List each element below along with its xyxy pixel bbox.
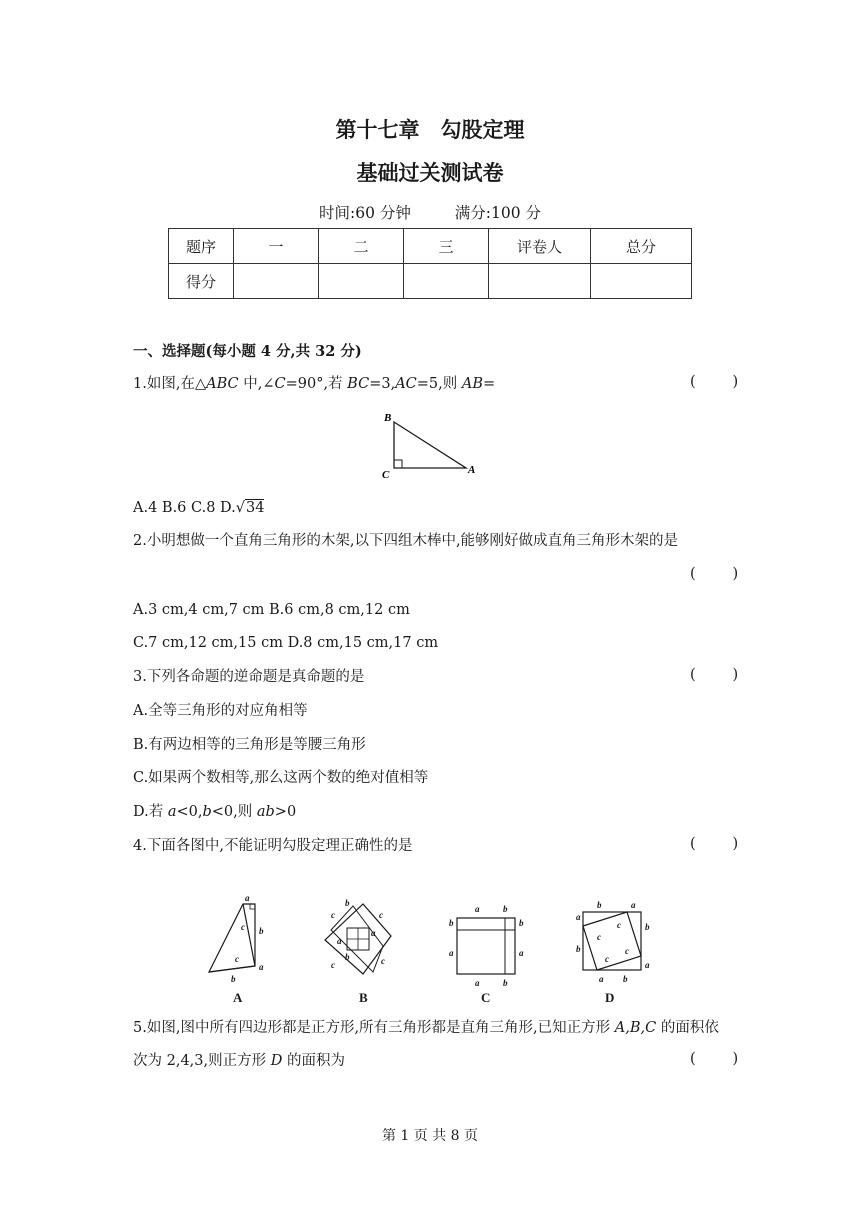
question-4: 4.下面各图中,不能证明勾股定理正确性的是	[133, 838, 413, 854]
q3-d-var: ab	[256, 804, 275, 820]
score-header-cell: 三	[404, 229, 489, 264]
q3-d-var: b	[202, 804, 212, 820]
label-b: b	[503, 904, 508, 914]
label-a: a	[576, 912, 581, 922]
q5-text: 次为 2,4,3,则正方形	[133, 1053, 271, 1069]
q3-d-text: <0,	[176, 804, 203, 820]
score-cell-2[interactable]	[319, 264, 404, 299]
question-1	[133, 374, 495, 394]
q5-text: 的面积为	[282, 1053, 345, 1069]
score-header-cell: 评卷人	[489, 229, 591, 264]
sqrt-icon: √	[235, 500, 246, 516]
label-a: a	[245, 893, 250, 903]
vertex-label-a: A	[468, 464, 476, 476]
exam-meta	[0, 201, 860, 223]
label-b: b	[345, 898, 350, 908]
label-c: c	[379, 910, 383, 920]
q1-text: =90°,若	[285, 376, 348, 392]
label-c: c	[597, 932, 601, 942]
answer-blank-q5[interactable]: ( )	[690, 1051, 739, 1067]
score-table	[168, 228, 692, 299]
label-b: b	[231, 974, 236, 984]
q5-text: 5.如图,图中所有四边形都是正方形,所有三角形都是直角三角形,已知正方形	[133, 1020, 615, 1036]
label-c: c	[241, 922, 245, 932]
section-heading-choice: 一、选择题(每小题 4 分,共 32 分)	[133, 343, 362, 360]
figure-a	[209, 893, 264, 1005]
label-a: a	[475, 904, 480, 914]
q1-text: =5,则	[416, 376, 462, 392]
label-a: a	[371, 928, 376, 938]
label-b: b	[503, 978, 508, 988]
answer-blank-q2[interactable]: ( )	[690, 566, 739, 582]
figure-d	[576, 900, 650, 1005]
caption-b: B	[359, 990, 368, 1005]
score-cell-3[interactable]	[404, 264, 489, 299]
q1-text: 1.如图,在△	[133, 376, 207, 392]
label-a: a	[519, 948, 524, 958]
caption-a: A	[233, 990, 243, 1005]
score-header-cell: 题序	[169, 229, 234, 264]
answer-blank-q4[interactable]: ( )	[690, 836, 739, 852]
q1-options-text: A.4 B.6 C.8 D.	[133, 500, 236, 516]
question-3: 3.下列各命题的逆命题是真命题的是	[133, 669, 365, 685]
label-c: c	[617, 920, 621, 930]
score-header-cell: 总分	[591, 229, 692, 264]
label-b: b	[259, 926, 264, 936]
q1-var: ABC	[206, 376, 239, 392]
label-b: b	[345, 952, 350, 962]
score-row-label: 得分	[169, 264, 234, 299]
q3-d-text: >0	[274, 804, 297, 820]
triangle-abc	[394, 422, 466, 468]
q1-right-triangle-figure	[380, 410, 480, 482]
q5-var: A,B,C	[614, 1020, 657, 1036]
page-footer: 第 1 页 共 8 页	[381, 1128, 479, 1144]
label-a: a	[645, 960, 650, 970]
label-a: a	[337, 936, 342, 946]
q1-text: 中,∠	[238, 376, 275, 392]
vertex-label-b: B	[384, 412, 392, 424]
q3-d-text: D.若	[133, 804, 168, 820]
label-b: b	[576, 944, 581, 954]
figure-c	[449, 904, 524, 1005]
score-table-score-row	[169, 264, 692, 299]
score-cell-grader[interactable]	[489, 264, 591, 299]
caption-d: D	[605, 990, 615, 1005]
q5-text: 的面积依	[656, 1020, 719, 1036]
label-a: a	[449, 948, 454, 958]
q1-options	[133, 498, 264, 518]
answer-blank-q1[interactable]: ( )	[690, 374, 739, 390]
test-subtitle: 基础过关测试卷	[356, 160, 504, 185]
label-a: a	[631, 900, 636, 910]
label-c: c	[331, 910, 335, 920]
question-2: 2.小明想做一个直角三角形的木架,以下四组木棒中,能够刚好做成直角三角形木架的是	[133, 533, 679, 549]
label-b: b	[597, 900, 602, 910]
label-c: c	[331, 960, 335, 970]
label-a: a	[475, 978, 480, 988]
label-c: c	[625, 946, 629, 956]
sqrt-value: 34	[246, 500, 265, 516]
label-b: b	[519, 918, 524, 928]
question-5-line2	[133, 1051, 345, 1071]
question-5-line1	[133, 1018, 719, 1038]
q4-proof-figures	[195, 890, 665, 1010]
q2-options-line2: C.7 cm,12 cm,15 cm D.8 cm,15 cm,17 cm	[133, 635, 439, 651]
q1-var: C	[274, 376, 286, 392]
q3-option-b: B.有两边相等的三角形是等腰三角形	[133, 737, 366, 753]
label-b: b	[449, 918, 454, 928]
q1-text: =3,	[369, 376, 396, 392]
q1-var: BC	[347, 376, 370, 392]
figure-b	[325, 898, 391, 1005]
q3-d-var: a	[167, 804, 177, 820]
q1-text: =	[483, 376, 496, 392]
q3-option-a: A.全等三角形的对应角相等	[133, 703, 308, 719]
q3-d-text: <0,则	[211, 804, 257, 820]
chapter-title: 第十七章 勾股定理	[335, 117, 525, 142]
answer-blank-q3[interactable]: ( )	[690, 667, 739, 683]
score-cell-1[interactable]	[234, 264, 319, 299]
score-table-header-row	[169, 229, 692, 264]
label-a: a	[259, 962, 264, 972]
q1-var: AC	[395, 376, 417, 392]
score-header-cell: 二	[319, 229, 404, 264]
label-b: b	[623, 974, 628, 984]
score-cell-total[interactable]	[591, 264, 692, 299]
score-header-cell: 一	[234, 229, 319, 264]
caption-c: C	[481, 990, 491, 1005]
label-c: c	[381, 956, 385, 966]
label-c: c	[235, 954, 239, 964]
q2-options-line1: A.3 cm,4 cm,7 cm B.6 cm,8 cm,12 cm	[133, 602, 410, 618]
right-angle-mark	[394, 460, 402, 468]
exam-full-score: 满分:100 分	[454, 204, 541, 222]
vertex-label-c: C	[382, 469, 390, 481]
q1-var: AB	[461, 376, 483, 392]
label-a: a	[599, 974, 604, 984]
label-b: b	[645, 922, 650, 932]
q5-var: D	[270, 1053, 283, 1069]
label-c: c	[605, 954, 609, 964]
q3-option-c: C.如果两个数相等,那么这两个数的绝对值相等	[133, 770, 429, 786]
q3-option-d	[133, 802, 296, 822]
exam-time: 时间:60 分钟	[319, 204, 411, 222]
